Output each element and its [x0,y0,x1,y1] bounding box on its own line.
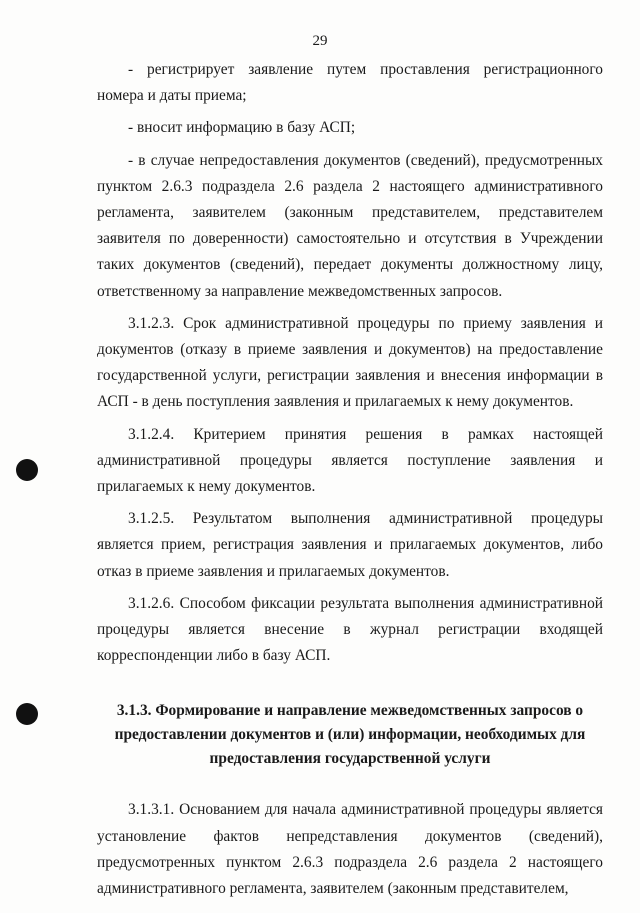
section-heading-line: предоставлении документов и (или) информации, необходимых для [114,726,586,744]
punch-hole [16,459,38,481]
page-number: 29 [312,33,328,49]
paragraph: 3.1.3.1. Основанием для начала административной процедуры является установление фактов непредставления документов (сведений), предусмотренных пунктом 2.6.3 подраздела 2.6 раздела 2 настоящего административного регламента, заявителем (законным представителем, [97,801,603,898]
paragraph: - в случае непредоставления документов (сведений), предусмотренных пунктом 2.6.3 подраздела 2.6 раздела 2 настоящего административного регламента, заявителем (законным представителем, представителем заявителя по доверенности) самостоятельно и отсутствия в Учреждении таких документов (сведений), передает документы должностному лицу, ответственному за направление межведомственных запросов. [97,151,603,300]
section-heading-line: предоставления государственной услуги [209,750,491,768]
paragraph: - вносит информацию в базу АСП; [128,119,356,137]
section-heading-line: 3.1.3. Формирование и направление межведомственных запросов о [116,702,584,720]
section-heading [97,699,603,771]
paragraph: 3.1.2.3. Срок административной процедуры по приему заявления и документов (отказу в приеме заявления и документов) на предоставление государственной услуги, регистрации заявления и внесения информации в АСП - в день поступления заявления и прилагаемых к нему документов. [97,314,603,411]
punch-hole [16,703,38,725]
document-body [97,57,603,908]
paragraph: 3.1.2.5. Результатом выполнения административной процедуры является прием, регистрация заявления и прилагаемых документов, либо отказ в приеме заявления и прилагаемых документов. [97,510,603,580]
paragraph: 3.1.2.4. Критерием принятия решения в рамках настоящей административной процедуры является поступление заявления и прилагаемых к нему документов. [97,425,603,496]
paragraph: - регистрирует заявление путем проставления регистрационного номера и даты приема; [97,61,603,105]
paragraph: 3.1.2.6. Способом фиксации результата выполнения административной процедуры является внесение в журнал регистрации входящей корреспонденции либо в базу АСП. [97,594,603,665]
